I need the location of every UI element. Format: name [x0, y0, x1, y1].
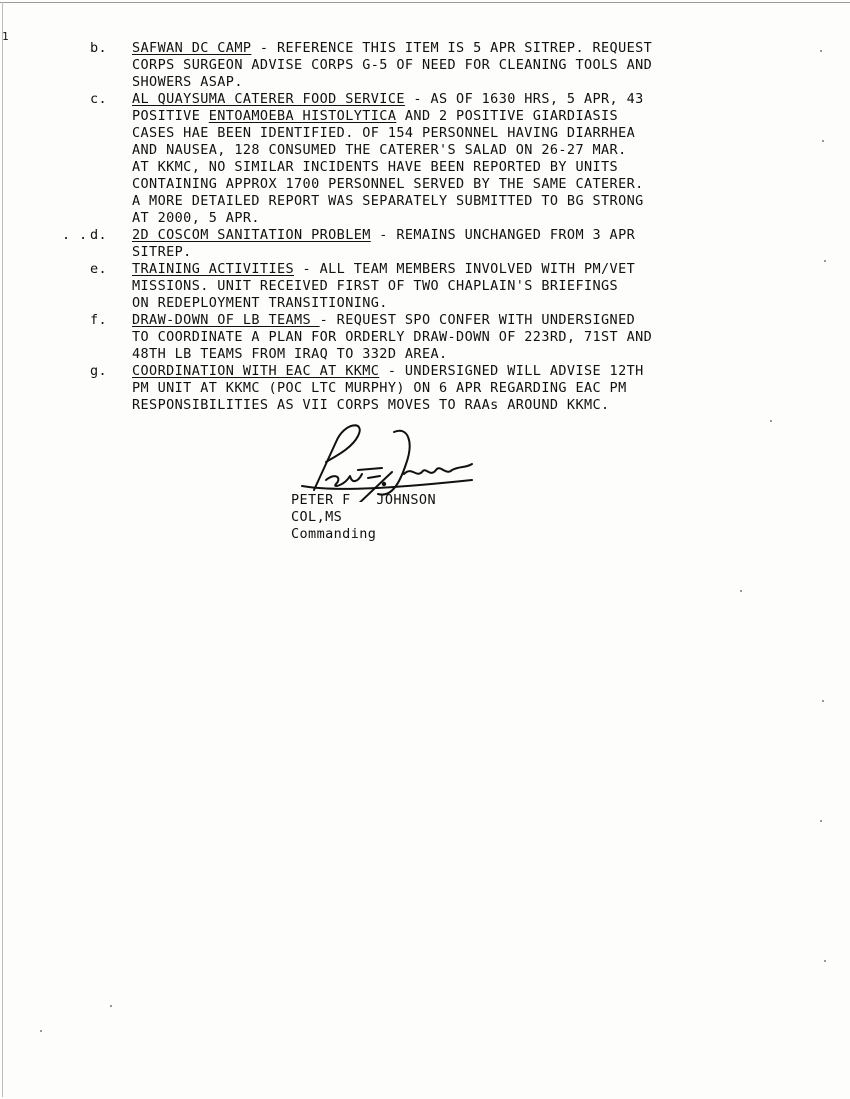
item-line: 48TH LB TEAMS FROM IRAQ TO 332D AREA. — [132, 346, 448, 362]
item-heading: 2D COSCOM SANITATION PROBLEM — [132, 227, 371, 243]
item-line: TRAINING ACTIVITIES - ALL TEAM MEMBERS INVOLVED WITH PM/VET — [132, 261, 636, 277]
item-line: AL QUAYSUMA CATERER FOOD SERVICE - AS OF 1630 HRS, 5 APR, 43 — [132, 91, 644, 107]
item-b — [90, 40, 770, 91]
item-c — [90, 91, 770, 227]
item-line: A MORE DETAILED REPORT WAS SEPARATELY SUBMITTED TO BG STRONG — [132, 193, 644, 209]
item-letter: g. — [90, 363, 108, 379]
scan-speck — [824, 260, 826, 262]
organism-name: ENTOAMOEBA HISTOLYTICA — [208, 108, 397, 124]
margin-mark: . . — [62, 227, 88, 243]
item-letter: c. — [90, 91, 108, 107]
item-line: SHOWERS ASAP. — [132, 74, 243, 90]
item-letter: d. — [90, 227, 108, 243]
handwritten-signature — [296, 412, 476, 502]
scan-speck — [770, 420, 772, 422]
item-line: COORDINATION WITH EAC AT KKMC - UNDERSIGNED WILL ADVISE 12TH — [132, 363, 644, 379]
item-line: DRAW-DOWN OF LB TEAMS - REQUEST SPO CONFER WITH UNDERSIGNED — [132, 312, 636, 328]
item-line: SITREP. — [132, 244, 192, 260]
scan-speck — [824, 960, 826, 962]
item-line: SAFWAN DC CAMP - REFERENCE THIS ITEM IS 5 APR SITREP. REQUEST — [132, 40, 653, 56]
scan-speck — [40, 1030, 42, 1032]
item-line: ON REDEPLOYMENT TRANSITIONING. — [132, 295, 388, 311]
item-letter: f. — [90, 312, 108, 328]
item-line: RESPONSIBILITIES AS VII CORPS MOVES TO RAAs AROUND KKMC. — [132, 397, 610, 413]
item-line: AT KKMC, NO SIMILAR INCIDENTS HAVE BEEN REPORTED BY UNITS — [132, 159, 619, 175]
item-f — [90, 312, 770, 363]
item-e — [90, 261, 770, 312]
left-edge-rule — [2, 2, 3, 1097]
item-line: 2D COSCOM SANITATION PROBLEM - REMAINS UNCHANGED FROM 3 APR — [132, 227, 636, 243]
page-marker: 1 — [2, 30, 9, 43]
signer-name: PETER F JOHNSON — [291, 492, 436, 508]
scan-speck — [820, 50, 822, 52]
item-line: PM UNIT AT KKMC (POC LTC MURPHY) ON 6 APR REGARDING EAC PM — [132, 380, 627, 396]
item-d — [62, 227, 770, 261]
scan-speck — [820, 820, 822, 822]
item-line: MISSIONS. UNIT RECEIVED FIRST OF TWO CHAPLAIN'S BRIEFINGS — [132, 278, 619, 294]
signer-title: Commanding — [291, 526, 377, 542]
top-edge-rule — [0, 2, 850, 3]
item-line: POSITIVE ENTOAMOEBA HISTOLYTICA AND 2 POSITIVE GIARDIASIS — [132, 108, 619, 124]
item-letter: e. — [90, 261, 108, 277]
scan-speck — [822, 700, 824, 702]
item-letter: b. — [90, 40, 108, 56]
item-line: CORPS SURGEON ADVISE CORPS G-5 OF NEED FOR CLEANING TOOLS AND — [132, 57, 653, 73]
item-heading: SAFWAN DC CAMP — [132, 40, 252, 56]
item-heading: TRAINING ACTIVITIES — [132, 261, 295, 277]
item-heading: COORDINATION WITH EAC AT KKMC — [132, 363, 380, 379]
item-heading: DRAW-DOWN OF LB TEAMS — [132, 312, 320, 328]
signer-rank: COL,MS — [291, 509, 343, 525]
scan-speck — [110, 1005, 112, 1007]
item-g — [90, 363, 770, 414]
memo-body — [62, 40, 770, 414]
scan-speck — [740, 590, 742, 592]
item-heading: AL QUAYSUMA CATERER FOOD SERVICE — [132, 91, 405, 107]
item-line: TO COORDINATE A PLAN FOR ORDERLY DRAW-DOWN OF 223RD, 71ST AND — [132, 329, 653, 345]
item-line: CASES HAE BEEN IDENTIFIED. OF 154 PERSONNEL HAVING DIARRHEA — [132, 125, 636, 141]
item-line: CONTAINING APPROX 1700 PERSONNEL SERVED BY THE SAME CATERER. — [132, 176, 644, 192]
item-line: AT 2000, 5 APR. — [132, 210, 260, 226]
scan-speck — [822, 140, 824, 142]
signature-lines — [291, 492, 436, 543]
item-line: AND NAUSEA, 128 CONSUMED THE CATERER'S SALAD ON 26-27 MAR. — [132, 142, 627, 158]
